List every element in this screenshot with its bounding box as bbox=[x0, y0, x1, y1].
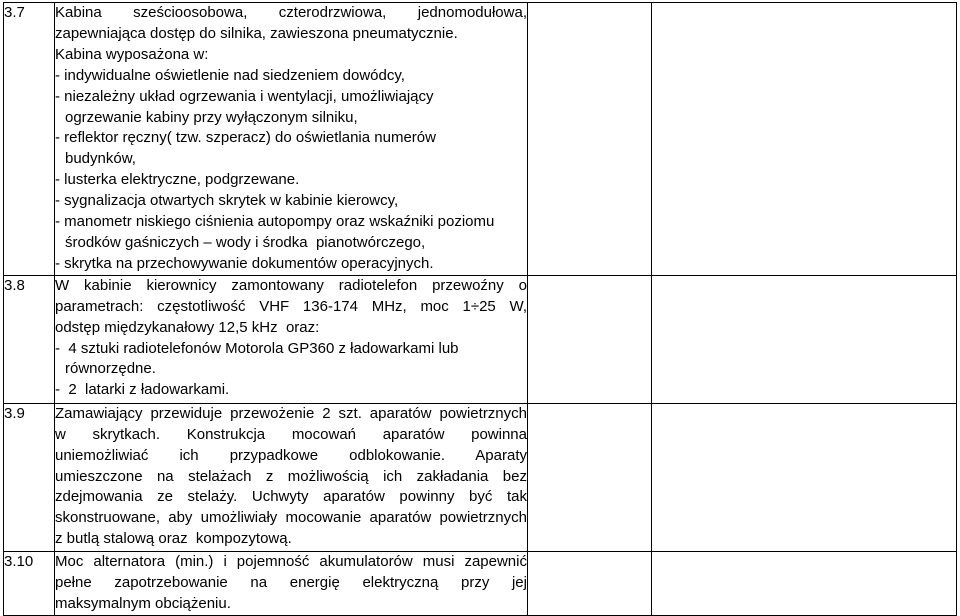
text-line: - manometr niskiego ciśnienia autopompy oraz wskaźniki poziomu bbox=[55, 213, 495, 231]
text-line: - niezależny układ ogrzewania i wentylacji, umożliwiający bbox=[55, 87, 434, 105]
empty-cell bbox=[652, 403, 957, 551]
text-line: uniemożliwiać ich przypadkowe odblokowanie. Aparaty bbox=[55, 446, 527, 464]
empty-cell bbox=[528, 275, 652, 403]
text-line: skonstruowane, aby umożliwiały mocowanie aparatów powietrznych bbox=[55, 509, 527, 527]
table-row bbox=[4, 403, 957, 551]
text-line: W kabinie kierownicy zamontowany radiotelefon przewoźny o bbox=[55, 276, 527, 294]
specification-table bbox=[3, 2, 957, 616]
empty-cell bbox=[528, 3, 652, 276]
text-line: maksymalnym obciążeniu. bbox=[55, 594, 231, 612]
text-line: - indywidualne oświetlenie nad siedzeniem dowódcy, bbox=[55, 66, 405, 84]
row-number: 3.9 bbox=[4, 403, 55, 551]
text-line: z butlą stalową oraz kompozytową. bbox=[55, 530, 292, 548]
text-line: Kabina wyposażona w: bbox=[55, 45, 209, 63]
text-line: - 2 latarki z ładowarkami. bbox=[55, 381, 230, 399]
table-row bbox=[4, 275, 957, 403]
empty-cell bbox=[652, 551, 957, 615]
empty-cell bbox=[652, 3, 957, 276]
text-line: zdejmowania ze stelaży. Uchwyty aparatów powinny być tak bbox=[55, 488, 527, 506]
empty-cell bbox=[652, 275, 957, 403]
text-line: - sygnalizacja otwartych skrytek w kabinie kierowcy, bbox=[55, 192, 399, 210]
text-line: odstęp międzykanałowy 12,5 kHz oraz: bbox=[55, 318, 320, 336]
table-row bbox=[4, 3, 957, 276]
text-line: ogrzewanie kabiny przy wyłączonym silniku, bbox=[65, 108, 358, 126]
text-line: budynków, bbox=[65, 150, 136, 168]
text-line: Kabina sześcioosobowa, czterodrzwiowa, jednomodułowa, bbox=[55, 4, 527, 21]
text-line: umieszczone na stelażach z możliwością ich zakładania bez bbox=[55, 467, 527, 485]
text-line: - reflektor ręczny( tzw. szperacz) do oświetlania numerów bbox=[55, 129, 436, 147]
text-line: Moc alternatora (min.) i pojemność akumulatorów musi zapewnić bbox=[55, 552, 527, 570]
row-number: 3.10 bbox=[4, 551, 55, 615]
text-line: Zamawiający przewiduje przewożenie 2 szt. aparatów powietrznych bbox=[55, 404, 527, 422]
text-line: - skrytka na przechowywanie dokumentów operacyjnych. bbox=[55, 254, 434, 272]
row-number: 3.8 bbox=[4, 275, 55, 403]
row-number: 3.7 bbox=[4, 3, 55, 276]
row-description bbox=[55, 551, 528, 615]
row-description bbox=[55, 3, 528, 276]
text-line: zapewniająca dostęp do silnika, zawieszona pneumatycznie. bbox=[55, 24, 458, 42]
text-line: - lusterka elektryczne, podgrzewane. bbox=[55, 171, 300, 189]
empty-cell bbox=[528, 403, 652, 551]
text-line: środków gaśniczych – wody i środka pianotwórczego, bbox=[65, 233, 426, 251]
row-description bbox=[55, 275, 528, 403]
text-line: parametrach: częstotliwość VHF 136-174 MHz, moc 1÷25 W, bbox=[55, 297, 527, 315]
text-line: - 4 sztuki radiotelefonów Motorola GP360 z ładowarkami lub bbox=[55, 339, 459, 357]
text-line: pełne zapotrzebowanie na energię elektryczną przy jej bbox=[55, 573, 527, 591]
text-line: w skrytkach. Konstrukcja mocowań aparatów powinna bbox=[55, 425, 527, 443]
table-row bbox=[4, 551, 957, 615]
row-description bbox=[55, 403, 528, 551]
empty-cell bbox=[528, 551, 652, 615]
text-line: równorzędne. bbox=[65, 360, 156, 378]
